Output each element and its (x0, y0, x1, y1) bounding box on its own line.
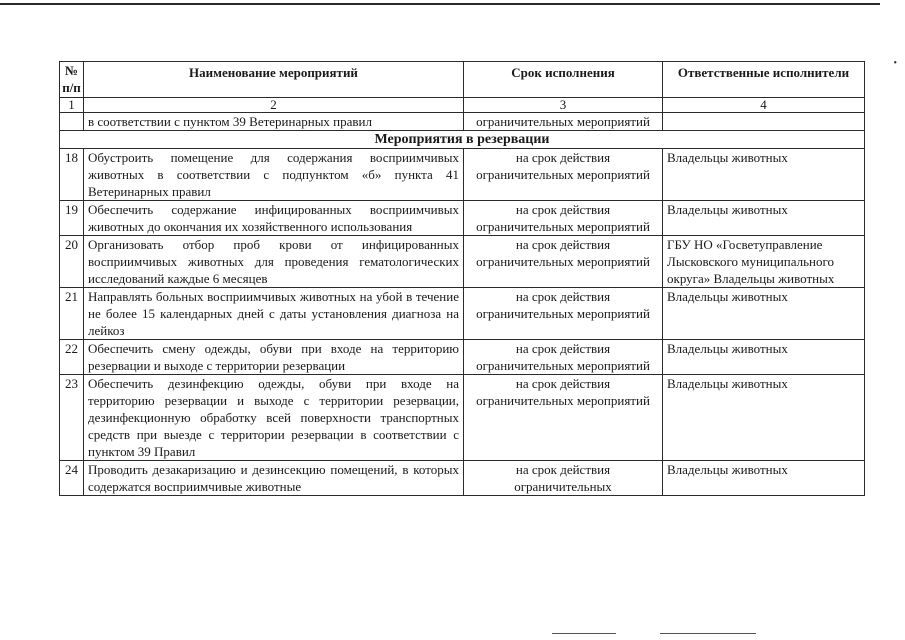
section-row (60, 131, 865, 149)
table-row (60, 288, 865, 340)
row-responsible (663, 113, 865, 131)
index-row (60, 98, 865, 113)
row-responsible: Владельцы животных (663, 375, 865, 461)
row-responsible: Владельцы животных (663, 461, 865, 496)
page-top-rule (0, 3, 880, 5)
row-name: Обеспечить смену одежды, обуви при входе на территорию резервации и выходе с территории резервации (84, 340, 464, 375)
row-responsible: ГБУ НО «Госветуправление Лысковского муниципального округа» Владельцы животных (663, 236, 865, 288)
table-row (60, 149, 865, 201)
row-name: Организовать отбор проб крови от инфицированных восприимчивых животных для проведения гематологических исследований каждые 6 месяцев (84, 236, 464, 288)
row-number: 23 (60, 375, 84, 461)
row-number: 19 (60, 201, 84, 236)
row-term: ограничительных мероприятий (464, 113, 663, 131)
bottom-rule-right (660, 633, 756, 634)
table-row (60, 375, 865, 461)
scan-dot-mark: • (893, 58, 897, 69)
row-number: 24 (60, 461, 84, 496)
table-row (60, 201, 865, 236)
row-responsible: Владельцы животных (663, 288, 865, 340)
row-responsible: Владельцы животных (663, 149, 865, 201)
row-name: Проводить дезакаризацию и дезинсекцию помещений, в которых содержатся восприимчивые животные (84, 461, 464, 496)
table-row (60, 236, 865, 288)
index-cell: 4 (663, 98, 865, 113)
row-number (60, 113, 84, 131)
row-term: на срок действия ограничительных мероприятий (464, 375, 663, 461)
index-cell: 2 (84, 98, 464, 113)
section-title: Мероприятия в резервации (60, 131, 865, 149)
row-term: на срок действия ограничительных мероприятий (464, 236, 663, 288)
table-row (60, 340, 865, 375)
row-term: на срок действия ограничительных мероприятий (464, 149, 663, 201)
index-cell: 1 (60, 98, 84, 113)
row-responsible: Владельцы животных (663, 340, 865, 375)
row-name: Обеспечить содержание инфицированных восприимчивых животных до окончания их хозяйственного использования (84, 201, 464, 236)
row-number: 18 (60, 149, 84, 201)
row-name: Обустроить помещение для содержания восприимчивых животных в соответствии с подпунктом «б» пункта 41 Ветеринарных правил (84, 149, 464, 201)
row-term: на срок действия ограничительных мероприятий (464, 201, 663, 236)
header-name: Наименование мероприятий (84, 62, 464, 98)
activities-table (59, 61, 865, 496)
header-row (60, 62, 865, 98)
row-number: 20 (60, 236, 84, 288)
row-number: 21 (60, 288, 84, 340)
row-term: на срок действия ограничительных мероприятий (464, 340, 663, 375)
header-responsible: Ответственные исполнители (663, 62, 865, 98)
row-name: Обеспечить дезинфекцию одежды, обуви при входе на территорию резервации и выходе с территории резервации, дезинфекционную обработку всей поверхности транспортных средств при выезде с территории резервации в соответствии с пунктом 39 Правил (84, 375, 464, 461)
table-row (60, 461, 865, 496)
table-row-continuation (60, 113, 865, 131)
row-name: в соответствии с пунктом 39 Ветеринарных правил (84, 113, 464, 131)
row-responsible: Владельцы животных (663, 201, 865, 236)
bottom-rule-left (552, 633, 616, 634)
index-cell: 3 (464, 98, 663, 113)
row-number: 22 (60, 340, 84, 375)
row-term: на срок действия ограничительных мероприятий (464, 288, 663, 340)
header-term: Срок исполнения (464, 62, 663, 98)
row-term: на срок действия ограничительных (464, 461, 663, 496)
row-name: Направлять больных восприимчивых животных на убой в течение не более 15 календарных дней с даты установления диагноза на лейкоз (84, 288, 464, 340)
header-num: № п/п (60, 62, 84, 98)
